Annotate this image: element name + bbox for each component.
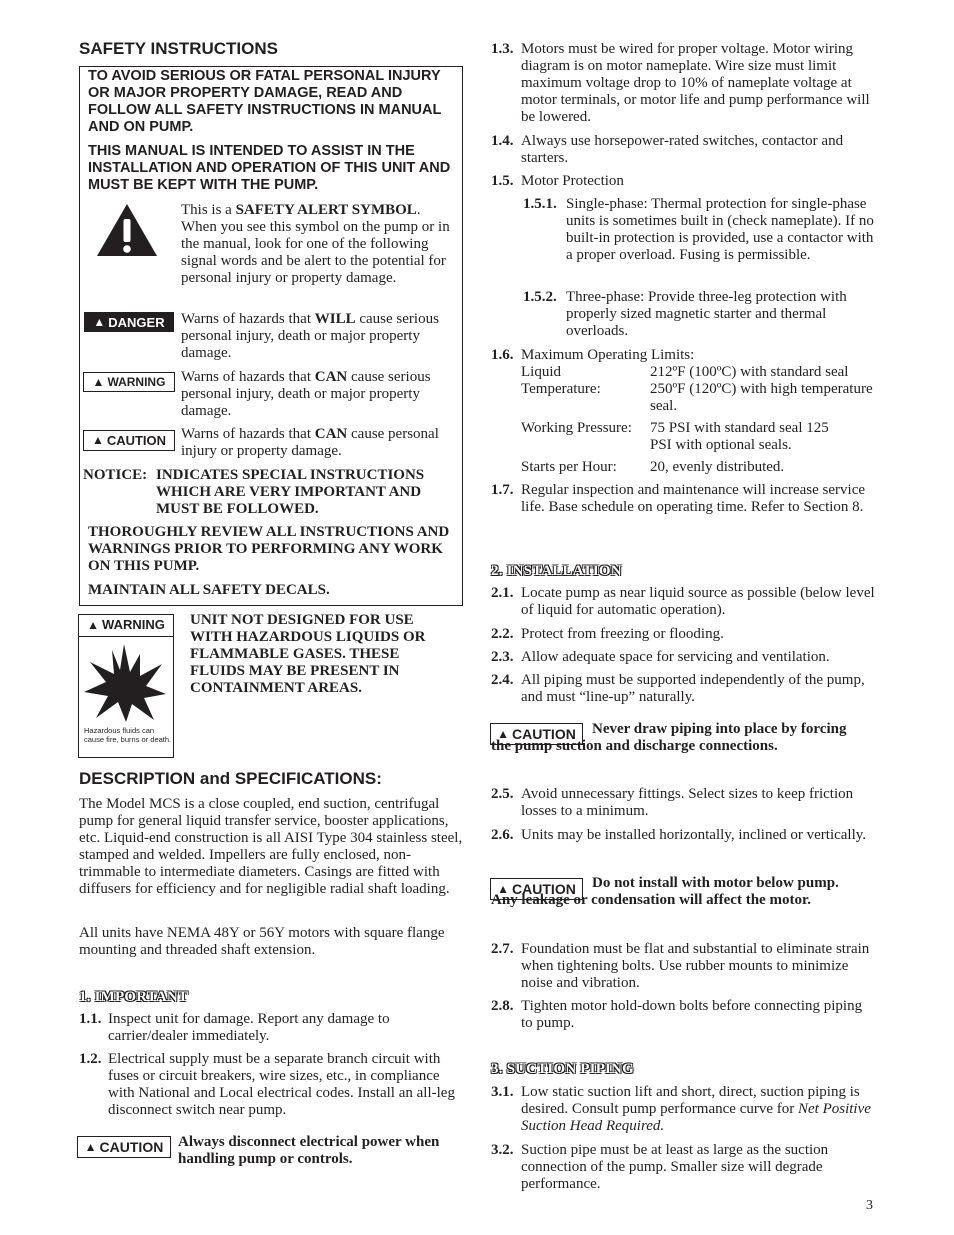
caution-badge: ▲ CAUTION [490,878,583,900]
list-item: 2.5. Avoid unnecessary fittings. Select sizes to keep friction losses to a minimum. [491,786,854,819]
list-item: 2.4. All piping must be supported independently of the pump, and must “line-up” naturally. [491,672,865,705]
list-item: 2.2. Protect from freezing or flooding. [491,626,724,642]
list-item: 2.6. Units may be installed horizontally, inclined or vertically. [491,827,867,843]
limit-label: Working Pressure: [521,420,632,436]
list-item: 2.8. Tighten motor hold-down bolts before connecting piping to pump. [491,998,863,1031]
safety-alert-icon [95,202,159,263]
danger-badge: ▲ DANGER [84,312,174,332]
list-item: 1.4. Always use horsepower-rated switches, contactor and starters. [491,133,844,166]
alert-triangle-icon: ▲ [87,618,100,632]
safety-alert-text: This is a SAFETY ALERT SYMBOL. When you see this symbol on the pump or in the manual, look for one of the following signal words and be alert to the potential for personal injury or property damage. [181,202,450,286]
warning-badge: ▲ WARNING [83,372,175,392]
caution-motor-text: Do not install with motor below pump. Any leakage or condensation will affect the motor. [491,875,839,908]
sub-list-item: 1.5.2. Three-phase: Provide three-leg protection with properly sized magnetic starter and thermal overloads. [523,289,847,339]
important-heading: 1. IMPORTANT [79,989,189,1005]
explosion-icon [82,642,168,729]
alert-triangle-icon: ▲ [84,1139,97,1154]
alert-triangle-icon: ▲ [92,374,105,389]
limits-title: Maximum Operating Limits: [521,347,695,363]
installation-heading: 2. INSTALLATION [491,563,622,579]
list-item: 3.2. Suction pipe must be at least as large as the suction connection of the pump. Smaller size will degrade performance. [491,1142,829,1192]
caution-piping-text: Never draw piping into place by forcing the pump suction and discharge connections. [491,721,847,754]
list-item: 2.3. Allow adequate space for servicing and ventilation. [491,649,830,665]
hazard-caption: Hazardous fluids can cause fire, burns or death. [84,726,172,744]
caution-badge: ▲ CAUTION [77,1136,171,1158]
caution-badge: ▲ CAUTION [83,430,175,451]
sub-list-item: 1.5.1. Single-phase: Thermal protection for single-phase units is sometimes built in (check nameplate). If no built-in protection is provided, use a contactor with a proper overload. Fusing is permissible. [523,196,874,263]
alert-triangle-icon: ▲ [497,881,510,896]
page-number: 3 [866,1198,873,1213]
list-item: 1.3. Motors must be wired for proper voltage. Motor wiring diagram is on motor nameplate. Wire size must limit maximum voltage drop to 10% of nameplate voltage at motor terminals, or motor life and pump performance will be lowered. [491,41,870,125]
notice-text: INDICATES SPECIAL INSTRUCTIONS WHICH ARE VERY IMPORTANT AND MUST BE FOLLOWED. [156,467,425,517]
limits-number: 1.6. [491,347,514,363]
limit-value: 75 PSI with standard seal 125 PSI with optional seals. [650,420,829,453]
warning-text: Warns of hazards that CAN cause serious personal injury, death or major property damage. [181,369,431,419]
alert-triangle-icon: ▲ [497,726,510,741]
caution-text: Warns of hazards that CAN cause personal injury or property damage. [181,426,439,459]
limit-label: Starts per Hour: [521,459,617,475]
list-item: 1.5. Motor Protection [491,173,624,189]
list-item: 1.2. Electrical supply must be a separate branch circuit with fuses or circuit breakers, wire sizes, etc., in compliance with National and Local electrical codes. Install an all-leg disconnect switch near pump. [79,1051,455,1118]
list-item: 2.1. Locate pump as near liquid source as possible (below level of liquid for automatic operation). [491,585,875,618]
review-text: THOROUGHLY REVIEW ALL INSTRUCTIONS AND WARNINGS PRIOR TO PERFORMING ANY WORK ON THIS PUMP. [88,524,450,574]
list-item: 1.1. Inspect unit for damage. Report any damage to carrier/dealer immediately. [79,1011,390,1044]
danger-text: Warns of hazards that WILL cause serious personal injury, death or major property damage. [181,311,439,361]
caution-disconnect-text: Always disconnect electrical power when handling pump or controls. [178,1134,440,1167]
limit-value: 212ºF (100ºC) with standard seal 250ºF (120ºC) with high temperature seal. [650,364,873,414]
safety-title: SAFETY INSTRUCTIONS [79,39,278,58]
safety-box-para-1: TO AVOID SERIOUS OR FATAL PERSONAL INJURY OR MAJOR PROPERTY DAMAGE, READ AND FOLLOW ALL SAFETY INSTRUCTIONS IN MANUAL AND ON PUMP. [88,68,442,135]
hazard-warning-label: ▲ WARNING [87,617,165,632]
description-title: DESCRIPTION and SPECIFICATIONS: [79,769,382,788]
hazard-text: UNIT NOT DESIGNED FOR USE WITH HAZARDOUS LIQUIDS OR FLAMMABLE GASES. THESE FLUIDS MAY BE PRESENT IN CONTAINMENT AREAS. [190,612,426,696]
decals-text: MAINTAIN ALL SAFETY DECALS. [88,582,330,598]
list-item: 2.7. Foundation must be flat and substantial to eliminate strain when tightening bolts. Use rubber mounts to minimize noise and vibration. [491,941,870,991]
hazard-divider [79,636,173,637]
limit-value: 20, evenly distributed. [650,459,785,475]
notice-label: NOTICE: [83,467,148,483]
caution-badge: ▲ CAUTION [490,723,583,745]
list-item: 1.7. Regular inspection and maintenance will increase service life. Base schedule on operating time. Refer to Section 8. [491,482,866,515]
list-item: 3.1. Low static suction lift and short, direct, suction piping is desired. Consult pump performance curve for Net Positive Suction Head Required. [491,1084,871,1134]
alert-triangle-icon: ▲ [91,433,104,447]
alert-triangle-icon: ▲ [93,314,106,329]
limit-label: Liquid Temperature: [521,364,601,397]
suction-piping-heading: 3. SUCTION PIPING [491,1061,634,1077]
description-para-2: All units have NEMA 48Y or 56Y motors with square flange mounting and threaded shaft extension. [79,925,445,958]
description-para-1: The Model MCS is a close coupled, end suction, centrifugal pump for general liquid transfer service, booster applications, etc. Liquid-end construction is all AISI Type 304 stainless steel, stamped and welded. Impellers are fully enclosed, non-trimmable to intermediate diameters. Casings are fitted with diffusers for efficiency and for negligible radial shaft loading. [79,796,463,897]
safety-box-para-2: THIS MANUAL IS INTENDED TO ASSIST IN THE INSTALLATION AND OPERATION OF THIS UNIT AND MUST BE KEPT WITH THE PUMP. [88,143,451,193]
